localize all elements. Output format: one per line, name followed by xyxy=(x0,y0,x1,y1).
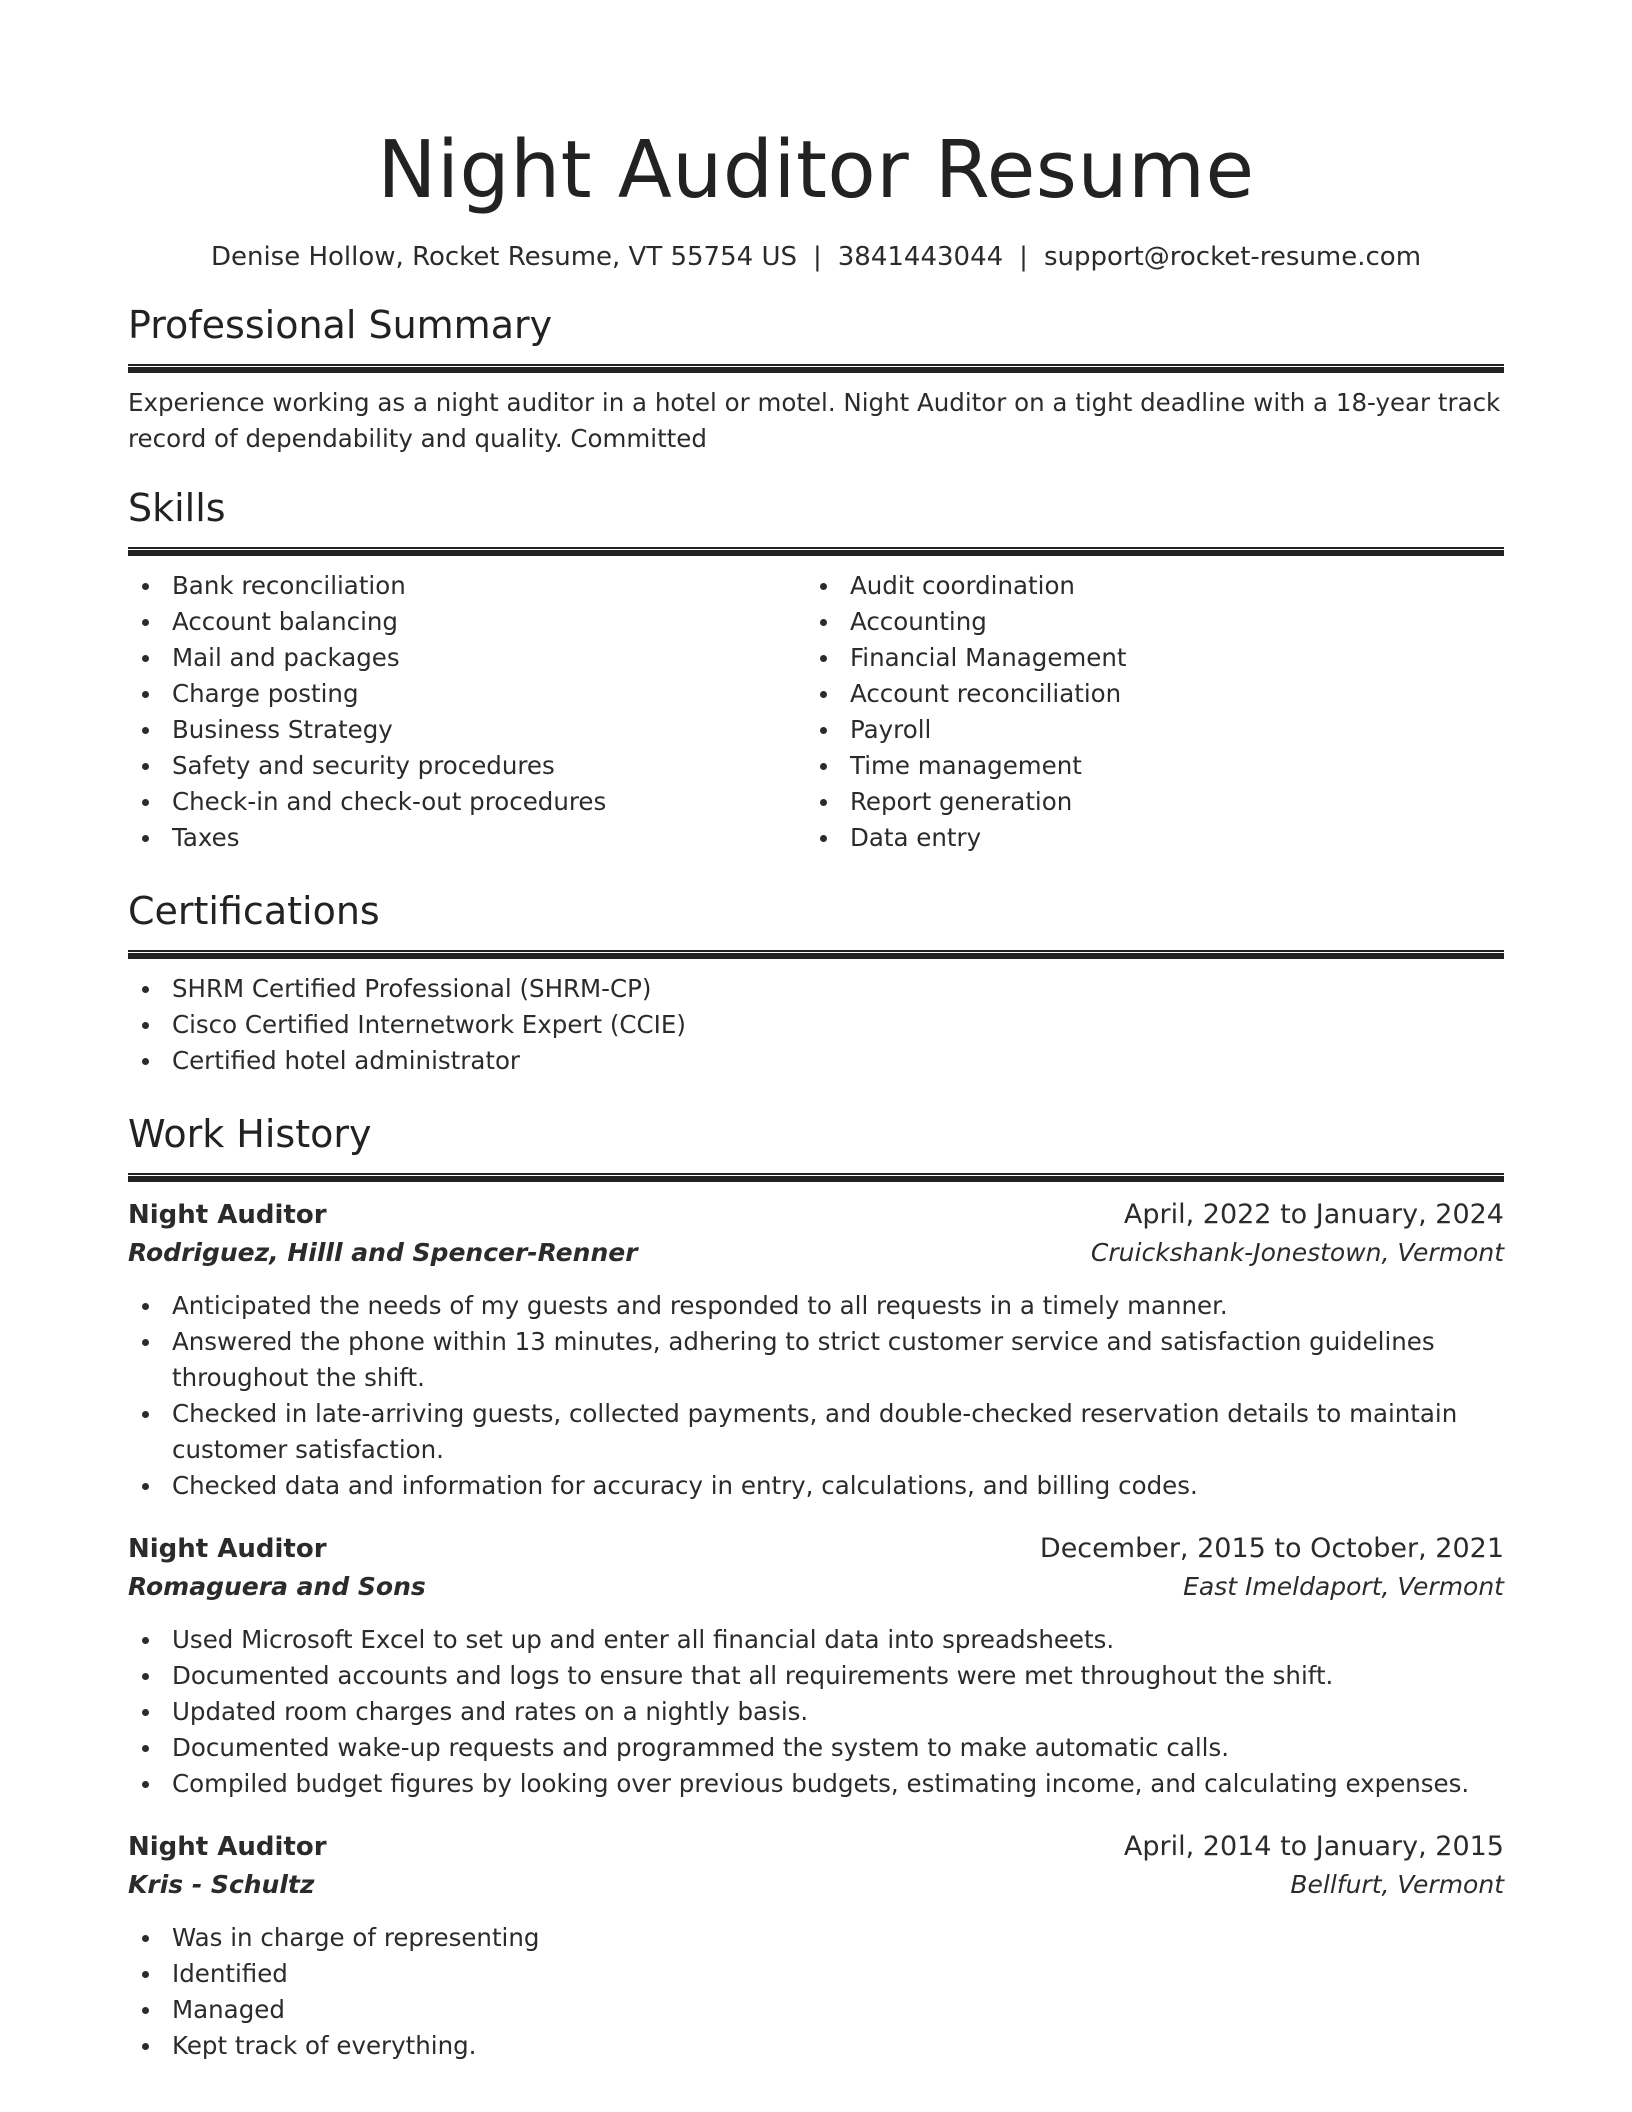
job-duty-item: Kept track of everything. xyxy=(128,2028,1504,2064)
skill-item: Time management xyxy=(806,748,1484,784)
skills-section xyxy=(128,485,1504,856)
skill-item: Account reconciliation xyxy=(806,676,1484,712)
job-duties-list xyxy=(128,1920,1504,2064)
section-divider xyxy=(128,547,1504,556)
skill-item: Check-in and check-out procedures xyxy=(128,784,806,820)
section-divider xyxy=(128,950,1504,959)
job-duty-item: Checked in late-arriving guests, collected payments, and double-checked reservation details to maintain customer satisfaction. xyxy=(128,1396,1504,1468)
job-dates: April, 2014 to January, 2015 xyxy=(1123,1831,1504,1862)
job-duty-item: Identified xyxy=(128,1956,1504,1992)
job-duties-list xyxy=(128,1622,1504,1802)
contact-separator: | xyxy=(1019,242,1028,272)
skill-item: Audit coordination xyxy=(806,568,1484,604)
job-duty-item: Checked data and information for accuracy in entry, calculations, and billing codes. xyxy=(128,1468,1504,1504)
skill-item: Taxes xyxy=(128,820,806,856)
job-title: Night Auditor xyxy=(128,1534,327,1564)
job-duty-item: Managed xyxy=(128,1992,1504,2028)
job-location: Bellfurt, Vermont xyxy=(1290,1870,1504,1899)
job-header-row xyxy=(128,1530,1504,1568)
skill-item: Business Strategy xyxy=(128,712,806,748)
certification-item: Certified hotel administrator xyxy=(128,1043,1504,1079)
work-history-section xyxy=(128,1111,1504,2064)
job-duty-item: Compiled budget figures by looking over previous budgets, estimating income, and calculating expenses. xyxy=(128,1766,1504,1802)
job-header-row xyxy=(128,1196,1504,1234)
job-company-row xyxy=(128,1568,1504,1606)
contact-separator: | xyxy=(812,242,822,272)
job-company: Kris - Schultz xyxy=(128,1870,315,1899)
resume-title: Night Auditor Resume xyxy=(377,124,1255,216)
certification-item: Cisco Certified Internetwork Expert (CCIE) xyxy=(128,1007,1504,1043)
job-duty-item: Used Microsoft Excel to set up and enter all financial data into spreadsheets. xyxy=(128,1622,1504,1658)
job-entry xyxy=(128,1828,1504,2064)
skill-item: Data entry xyxy=(806,820,1484,856)
contact-address: Denise Hollow, Rocket Resume, VT 55754 US xyxy=(210,242,797,272)
certifications-heading: Certifications xyxy=(128,889,380,933)
certification-item: SHRM Certified Professional (SHRM-CP) xyxy=(128,971,1504,1007)
skill-item: Payroll xyxy=(806,712,1484,748)
skill-item: Bank reconciliation xyxy=(128,568,806,604)
skill-item: Report generation xyxy=(806,784,1484,820)
skills-heading: Skills xyxy=(128,486,226,530)
skill-item: Safety and security procedures xyxy=(128,748,806,784)
job-company-row xyxy=(128,1866,1504,1904)
job-entry xyxy=(128,1196,1504,1504)
job-location: Cruickshank-Jonestown, Vermont xyxy=(1090,1238,1504,1267)
job-duty-item: Documented accounts and logs to ensure that all requirements were met throughout the shift. xyxy=(128,1658,1504,1694)
skills-grid xyxy=(128,568,1504,856)
skill-item: Charge posting xyxy=(128,676,806,712)
contact-line xyxy=(128,240,1504,274)
certifications-section xyxy=(128,888,1504,1079)
job-title: Night Auditor xyxy=(128,1832,327,1862)
skill-item: Mail and packages xyxy=(128,640,806,676)
skills-list-right xyxy=(806,568,1484,856)
section-divider xyxy=(128,364,1504,373)
skill-item: Account balancing xyxy=(128,604,806,640)
job-entry xyxy=(128,1530,1504,1802)
job-dates: April, 2022 to January, 2024 xyxy=(1123,1199,1504,1230)
summary-heading: Professional Summary xyxy=(128,303,553,347)
skill-item: Accounting xyxy=(806,604,1484,640)
job-header-row xyxy=(128,1828,1504,1866)
contact-phone: 3841443044 xyxy=(837,242,1004,272)
skill-item: Financial Management xyxy=(806,640,1484,676)
job-duty-item: Updated room charges and rates on a nightly basis. xyxy=(128,1694,1504,1730)
job-company: Romaguera and Sons xyxy=(128,1572,426,1601)
job-duty-item: Anticipated the needs of my guests and responded to all requests in a timely manner. xyxy=(128,1288,1504,1324)
job-company-row xyxy=(128,1234,1504,1272)
contact-email: support@rocket-resume.com xyxy=(1043,242,1422,272)
job-dates: December, 2015 to October, 2021 xyxy=(1039,1533,1504,1564)
job-company: Rodriguez, Hilll and Spencer-Renner xyxy=(128,1238,638,1267)
job-duties-list xyxy=(128,1288,1504,1504)
job-duty-item: Answered the phone within 13 minutes, adhering to strict customer service and satisfaction guidelines throughout the shift. xyxy=(128,1324,1504,1396)
summary-section xyxy=(128,302,1504,457)
job-title: Night Auditor xyxy=(128,1200,327,1230)
skills-list-left xyxy=(128,568,806,856)
work-history-heading: Work History xyxy=(128,1112,372,1156)
job-location: East Imeldaport, Vermont xyxy=(1183,1572,1504,1601)
job-duty-item: Was in charge of representing xyxy=(128,1920,1504,1956)
section-divider xyxy=(128,1173,1504,1182)
certifications-list xyxy=(128,971,1504,1079)
summary-text: Experience working as a night auditor in a hotel or motel. Night Auditor on a tight deadline with a 18-year track record of dependability and quality. Committed xyxy=(128,388,1501,453)
job-duty-item: Documented wake-up requests and programmed the system to make automatic calls. xyxy=(128,1730,1504,1766)
